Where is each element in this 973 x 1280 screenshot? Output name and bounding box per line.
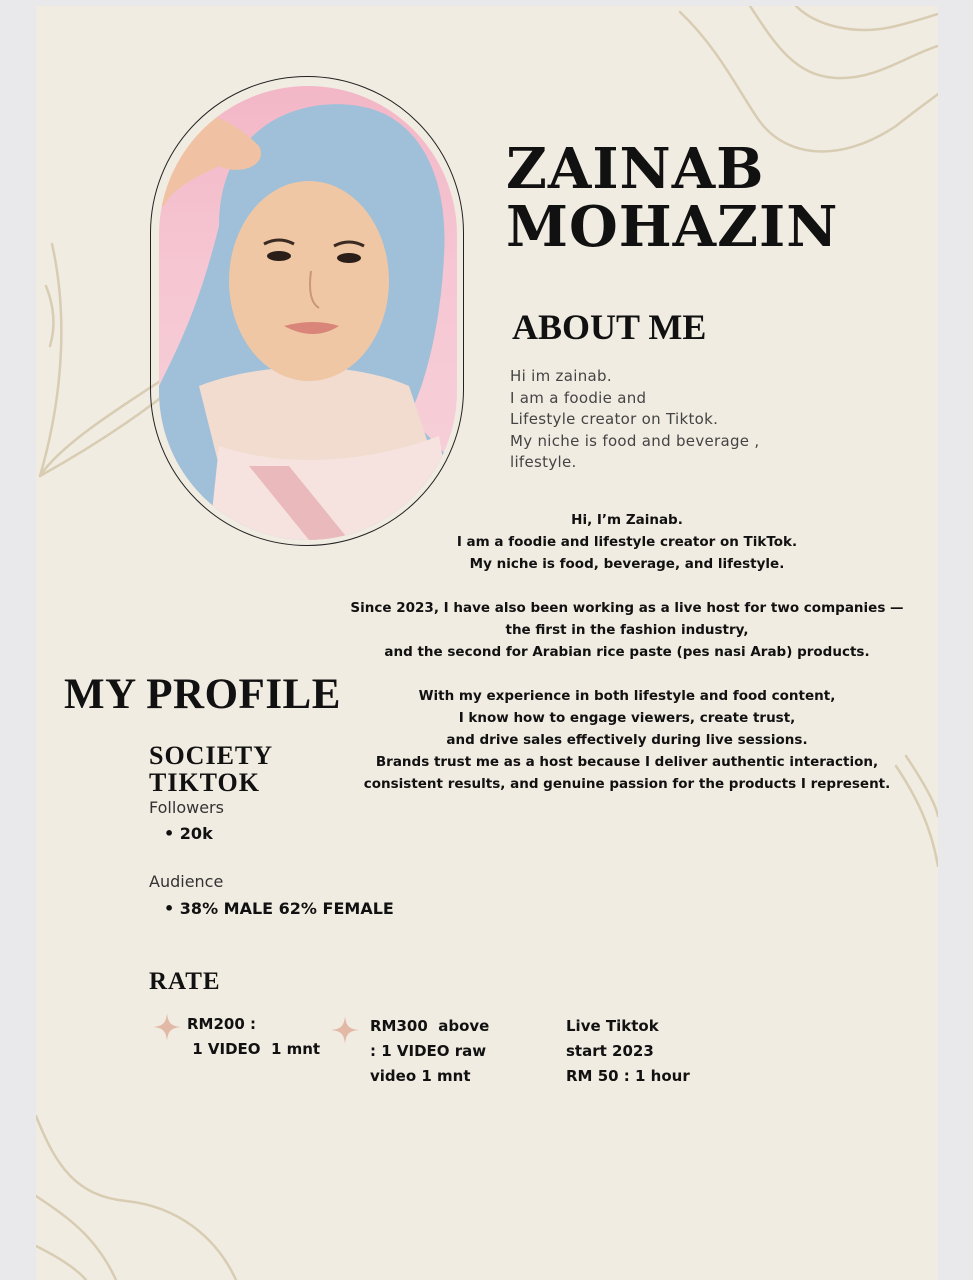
rate-line: RM200 : [187, 1015, 257, 1033]
bio-line: and the second for Arabian rice paste (pes nasi Arab) products. [384, 644, 870, 660]
rate-title: RATE [149, 968, 221, 995]
rate-line: 1 VIDEO 1 mnt [187, 1040, 321, 1058]
audience-value: • 38% MALE 62% FEMALE [164, 899, 394, 918]
bio-line: Hi, I’m Zainab. [571, 512, 683, 528]
rate-line: RM 50 : 1 hour [566, 1067, 690, 1085]
bio-text [336, 509, 918, 795]
followers-value: • 20k [164, 824, 213, 843]
audience-breakdown: 38% MALE 62% FEMALE [179, 899, 394, 918]
about-line: My niche is food and beverage , [510, 431, 760, 450]
about-line: Lifestyle creator on Tiktok. [510, 410, 719, 428]
bio-line: consistent results, and genuine passion for the products I represent. [363, 776, 891, 792]
rate-block-live [566, 1014, 690, 1089]
society-title [149, 742, 273, 796]
rate-block-raw-video [370, 1014, 489, 1089]
rate-line: RM300 above [370, 1017, 490, 1035]
about-line: Hi im zainab. [510, 367, 612, 385]
about-line: lifestyle. [510, 453, 577, 471]
profile-page [36, 6, 938, 1280]
name-line-2: MOHAZIN [506, 194, 839, 260]
about-line: I am a foodie and [510, 388, 647, 407]
society-line-2: TIKTOK [149, 768, 261, 797]
bio-line: the first in the fashion industry, [505, 622, 749, 638]
bio-line: and drive sales effectively during live sessions. [446, 732, 808, 748]
bio-line: I know how to engage viewers, create trust, [458, 710, 796, 726]
bio-line: Since 2023, I have also been working as a live host for two companies — [350, 600, 904, 616]
bio-line: My niche is food, beverage, and lifestyle. [469, 556, 785, 572]
profile-title: MY PROFILE [64, 671, 341, 718]
bio-line: Brands trust me as a host because I deliver authentic interaction, [375, 754, 879, 770]
followers-count: 20k [179, 824, 213, 843]
bio-line: With my experience in both lifestyle and food content, [418, 688, 836, 704]
rate-block-video [187, 1012, 320, 1062]
name-line-1: ZAINAB [506, 136, 765, 202]
sparkle-icon [152, 1012, 182, 1042]
audience-label: Audience [149, 872, 224, 891]
rate-line: : 1 VIDEO raw [370, 1042, 487, 1060]
rate-line: video 1 mnt [370, 1067, 471, 1085]
profile-photo [159, 86, 457, 540]
person-name [506, 136, 839, 260]
society-line-1: SOCIETY [149, 741, 274, 770]
followers-label: Followers [149, 798, 224, 817]
rate-line: Live Tiktok [566, 1017, 659, 1035]
bio-line: I am a foodie and lifestyle creator on TikTok. [456, 534, 798, 550]
sparkle-icon [330, 1015, 360, 1045]
rate-line: start 2023 [566, 1042, 654, 1060]
about-title: ABOUT ME [512, 307, 707, 347]
about-text [510, 366, 759, 474]
